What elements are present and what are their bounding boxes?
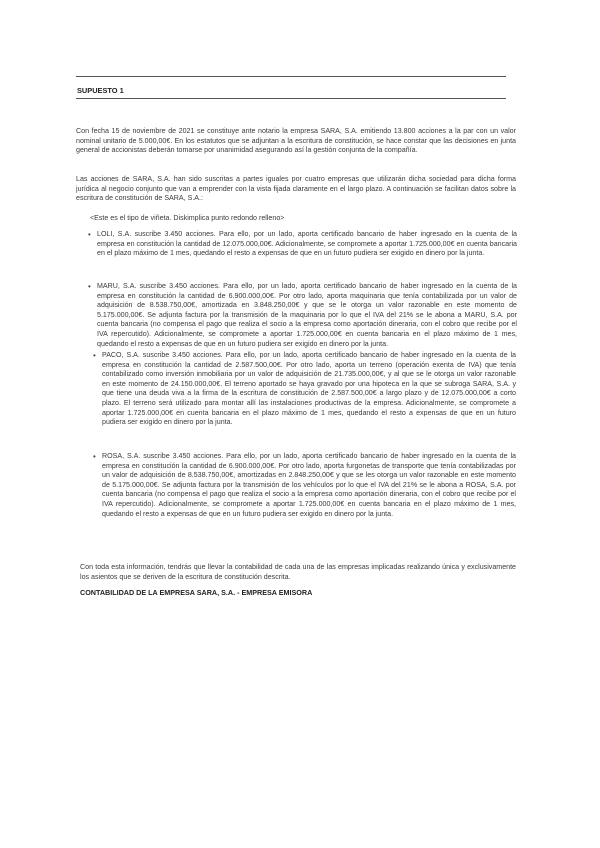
bullet-style-note: <Este es el tipo de viñeta. Diskimplica punto redondo relleno> bbox=[90, 214, 285, 222]
shareholders-paragraph: Las acciones de SARA, S.A. han sido suscritas a partes iguales por cuatro empresas que utilizarán dicha sociedad para dicha forma jurídica al negocio conjunto que van a emprender con la vista fijada claramente en el largo plazo. A continuación se facilitan datos sobre la escritura de constitución de SARA, S.A.: bbox=[76, 175, 516, 203]
bullet-dot-icon: • bbox=[88, 282, 91, 291]
bullet-dot-icon: • bbox=[88, 230, 91, 239]
bullet-maru: MARU, S.A. suscribe 3.450 acciones. Para ello, por un lado, aporta certificado bancario de haber ingresado en la cuenta de la empresa en constitución la cantidad de 6.900.000,00€. Por otro lado, aporta maquinaria que tenía contabilizada por un valor de adquisición de 8.538.750,00€, amortizada en 3.848.250,00€ y que se le otorga un valor razonable en este momento de 5.175.000,00€. Se adjunta factura por la transmisión de la maquinaria por lo que el IVA del 21% se le abona a MARU, S.A. por cuenta bancaria (no compensa el pago que realiza el socio a la empresa como aportación dineraria, con el cobro que recibe por el IVA repercutido). Adicionalmente, se compromete a aportar 1.725.000,00€ en cuenta bancaria en el plazo máximo de 1 mes, quedando el resto a expensas de que en un futuro pudiera ser exigido en dinero por la junta. bbox=[97, 282, 517, 348]
bullet-loli: LOLI, S.A. suscribe 3.450 acciones. Para ello, por un lado, aporta certificado bancario de haber ingresado en la cuenta de la empresa en constitución la cantidad de 12.075.000,00€. Adicionalmente, se compromete a aportar 1.725.000,00€ en cuenta bancaria en el plazo máximo de 1 mes, quedando el resto a expensas de que en un futuro pudiera ser exigido en dinero por la junta. bbox=[97, 230, 517, 258]
section-heading: CONTABILIDAD DE LA EMPRESA SARA, S.A. - EMPRESA EMISORA bbox=[80, 588, 313, 597]
document-title: SUPUESTO 1 bbox=[77, 86, 124, 95]
title-rule bbox=[76, 98, 506, 99]
intro-paragraph: Con fecha 15 de noviembre de 2021 se constituye ante notario la empresa SARA, S.A. emitiendo 13.800 acciones a la par con un valor nominal unitario de 5.000,00€. En los estatutos que se adjuntan a la escritura de constitución, se hace constar que las decisiones en junta general de accionistas deberán tomarse por unanimidad asegurando así la gestión conjunta de la compañía. bbox=[76, 127, 516, 155]
bullet-dot-icon: • bbox=[93, 452, 96, 461]
bullet-paco: PACO, S.A. suscribe 3.450 acciones. Para ello, por un lado, aporta certificado bancario de haber ingresado en la cuenta de la empresa en constitución la cantidad de 2.587.500,00€. Por otro lado, aporta un terreno (operación exenta de IVA) que tenía contabilizado como inversión inmobiliaria por un valor de adquisición de 21.735.000,00€, y al que se le otorga un valor razonable en este momento de 24.150.000,00€. El terreno aportado se haya gravado por una hipoteca en la que se subroga SARA, S.A. y que tiene una deuda viva a la firma de la escritura de constitución de 2.587.500,00€ a largo plazo y de 12.075.000,00€ a corto plazo. El terreno será utilizado para montar allí las instalaciones productivas de la empresa. Adicionalmente, se compromete a aportar 1.725.000,00€ en cuenta bancaria en el plazo máximo de 1 mes, quedando el resto a expensas de que en un futuro pudiera ser exigido en dinero por la junta. bbox=[102, 351, 516, 427]
bullet-rosa: ROSA, S.A. suscribe 3.450 acciones. Para ello, por un lado, aporta certificado bancario de haber ingresado en la cuenta de la empresa en constitución la cantidad de 6.900.000,00€. Por otro lado, aporta furgonetas de transporte que tenía contabilizadas por un valor de adquisición de 8.538.750,00€, amortizadas en 2.848.250,00€ y que se les otorga un valor razonable en este momento de 5.175.000,00€. Se adjunta factura por la transmisión de los vehículos por lo que el IVA del 21% se le abona a ROSA, S.A. por cuenta bancaria (no compensa el pago que realiza el socio a la empresa como aportación dineraria, con el cobro que recibe por el IVA repercutido). Adicionalmente, se compromete a aportar 1.725.000,00€ en cuenta bancaria en el plazo máximo de 1 mes, quedando el resto a expensas de que en un futuro pudiera ser exigido en dinero por la junta. bbox=[102, 452, 516, 518]
bullet-dot-icon: • bbox=[93, 351, 96, 360]
closing-paragraph: Con toda esta información, tendrás que llevar la contabilidad de cada una de las empresas implicadas realizando única y exclusivamente los asientos que se deriven de la escritura de constitución descrita. bbox=[80, 563, 516, 581]
top-rule bbox=[76, 76, 506, 77]
